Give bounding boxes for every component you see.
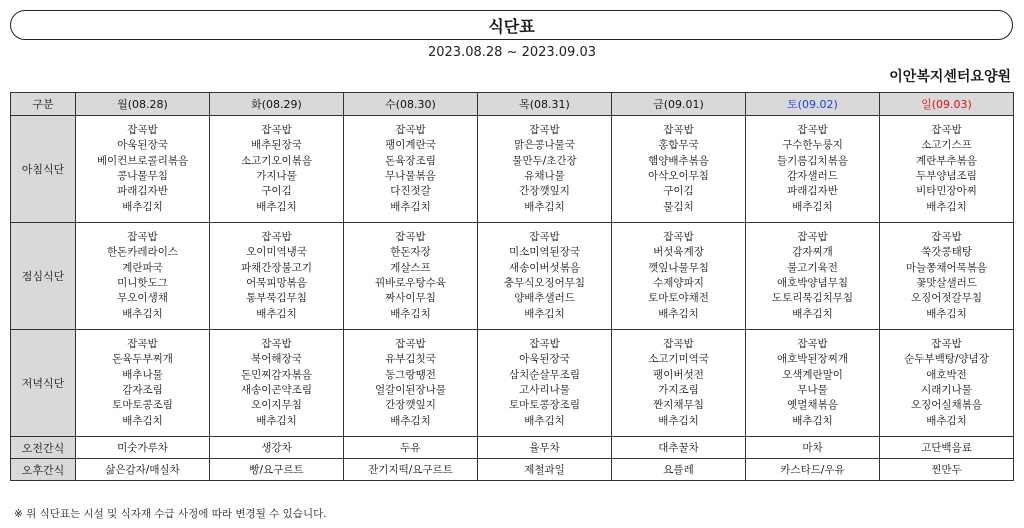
menu-item: 새송이곤약조림 (240, 384, 312, 396)
menu-item: 배추김치 (926, 414, 967, 427)
meal-cell (746, 116, 880, 223)
menu-item: 구이김 (663, 185, 694, 198)
meal-label: 저녁식단 (11, 330, 76, 437)
page-title: 식단표 (10, 10, 1013, 40)
menu-item: 잡곡밥 (663, 231, 694, 244)
menu-item: 배추김치 (658, 307, 699, 320)
date-range: 2023.08.28 ~ 2023.09.03 (427, 45, 597, 60)
menu-item: 오이지무침 (251, 399, 302, 412)
menu-item: 햄양배추볶음 (648, 154, 709, 167)
meal-cell (746, 223, 880, 330)
menu-item: 간장깻잎지 (519, 185, 570, 198)
menu-item: 잡곡밥 (663, 124, 694, 137)
menu-item: 홍합무국 (658, 139, 699, 152)
menu-item: 삼치순살무조림 (508, 368, 580, 381)
menu-item: 잡곡밥 (261, 231, 292, 244)
menu-item: 양배추샐러드 (514, 292, 575, 305)
menu-item: 얼갈이된장나물 (374, 384, 446, 396)
meal-row (11, 330, 1014, 437)
menu-item: 시래기나물 (921, 384, 972, 396)
menu-item: 감자샐러드 (787, 170, 838, 182)
menu-item: 게살스프 (390, 261, 431, 274)
menu-item: 배추김치 (792, 307, 833, 320)
menu-item: 무오이생채 (117, 292, 168, 305)
menu-item: 미소미역된장국 (508, 246, 580, 259)
day-header: 월(08.28) (76, 93, 210, 116)
menu-item: 토마토야채전 (648, 292, 709, 305)
menu-item: 아욱된장국 (519, 353, 570, 366)
snack-cell: 대추꿀차 (612, 437, 746, 459)
menu-item: 옛멸채볶음 (787, 399, 838, 412)
menu-item: 잡곡밥 (395, 124, 426, 137)
meal-cell (478, 330, 612, 437)
day-header: 금(09.01) (612, 93, 746, 116)
menu-item: 배추김치 (524, 200, 565, 213)
day-header: 화(08.29) (210, 93, 344, 116)
menu-item: 소고기미역국 (648, 353, 709, 366)
menu-item: 배추김치 (122, 414, 163, 427)
meal-row (11, 116, 1014, 223)
menu-item: 잡곡밥 (797, 338, 828, 351)
menu-item: 다진젓갈 (390, 185, 431, 198)
meal-cell (478, 223, 612, 330)
menu-item: 배추김치 (524, 414, 565, 427)
menu-item: 짠지채무침 (653, 399, 704, 412)
menu-item: 버섯육계장 (653, 246, 704, 259)
menu-item: 파래김자반 (117, 185, 168, 198)
menu-item: 돈육장조림 (385, 154, 436, 167)
menu-item: 순두부백탕/양념장 (904, 353, 989, 366)
menu-item: 배추김치 (390, 200, 431, 213)
menu-item: 소고기오이볶음 (240, 154, 312, 167)
menu-item: 미니핫도그 (117, 277, 168, 289)
snack-label: 오전간식 (11, 437, 76, 459)
menu-item: 들기름김치볶음 (776, 154, 848, 167)
menu-item: 잡곡밥 (663, 338, 694, 351)
menu-item: 잡곡밥 (395, 338, 426, 351)
menu-item: 콩나물무침 (117, 170, 168, 182)
menu-item: 배추김치 (390, 414, 431, 427)
menu-item: 무나물볶음 (385, 170, 436, 182)
snack-cell: 제철과일 (478, 459, 612, 481)
meal-cell (612, 116, 746, 223)
snack-cell: 빵/요구르트 (210, 459, 344, 481)
snack-cell: 미숫가루차 (76, 437, 210, 459)
menu-item: 무나물 (797, 384, 828, 396)
meal-cell (210, 116, 344, 223)
menu-item: 깻잎나물무침 (648, 261, 709, 274)
menu-item: 토마토콩장조림 (508, 399, 580, 412)
meal-cell (344, 330, 478, 437)
menu-item: 유부김칫국 (385, 353, 436, 366)
day-header: 목(08.31) (478, 93, 612, 116)
menu-item: 잡곡밥 (797, 231, 828, 244)
menu-item: 구수한누룽지 (782, 139, 843, 152)
corner-header: 구분 (11, 93, 76, 116)
snack-cell: 생강차 (210, 437, 344, 459)
menu-item: 감자조림 (122, 384, 163, 396)
menu-item: 계란파국 (122, 261, 163, 274)
menu-item: 간장깻잎지 (385, 399, 436, 412)
menu-item: 배추김치 (792, 414, 833, 427)
menu-item: 북어해장국 (251, 353, 302, 366)
meal-cell (612, 330, 746, 437)
menu-item: 짜사이무침 (385, 292, 436, 305)
meal-plan-table (10, 92, 1014, 481)
snack-cell: 고단백음료 (880, 437, 1014, 459)
snack-cell: 두유 (344, 437, 478, 459)
menu-item: 팽이계란국 (385, 139, 436, 152)
organization-name: 이안복지센터요양원 (889, 69, 1011, 85)
snack-cell: 카스타드/우유 (746, 459, 880, 481)
meal-cell (746, 330, 880, 437)
menu-item: 파채간장불고기 (240, 261, 312, 274)
menu-item: 감자찌개 (792, 246, 833, 259)
menu-item: 수제양파지 (653, 277, 704, 289)
meal-cell (344, 116, 478, 223)
footnote: ※ 위 식단표는 시설 및 식자재 수급 사정에 따라 변경될 수 있습니다. (14, 508, 327, 520)
day-header: 수(08.30) (344, 93, 478, 116)
menu-item: 잡곡밥 (127, 231, 158, 244)
menu-item: 배추김치 (256, 307, 297, 320)
menu-item: 잡곡밥 (529, 124, 560, 137)
meal-row (11, 223, 1014, 330)
menu-item: 팽이버섯전 (653, 368, 704, 381)
menu-item: 잡곡밥 (261, 338, 292, 351)
menu-item: 소고기스프 (921, 139, 972, 152)
menu-item: 고사리나물 (519, 384, 570, 396)
menu-item: 한돈자장 (390, 246, 431, 259)
meal-cell (210, 330, 344, 437)
menu-item: 가지나물 (256, 170, 297, 182)
menu-item: 잡곡밥 (127, 338, 158, 351)
snack-label: 오후간식 (11, 459, 76, 481)
menu-item: 배추김치 (792, 200, 833, 213)
menu-item: 배추김치 (122, 307, 163, 320)
menu-item: 잡곡밥 (529, 231, 560, 244)
menu-item: 새송이버섯볶음 (508, 261, 580, 274)
menu-item: 충무식오징어무침 (503, 277, 586, 289)
menu-item: 마늘쫑채어묵볶음 (905, 261, 988, 274)
menu-item: 잡곡밥 (261, 124, 292, 137)
menu-item: 배추김치 (256, 200, 297, 213)
menu-item: 배추김치 (256, 414, 297, 427)
menu-item: 통부묵김무침 (246, 292, 307, 305)
menu-item: 돈육두부찌개 (112, 353, 173, 366)
menu-item: 물만두/초간장 (512, 154, 577, 167)
snack-cell: 삶은감자/매실차 (76, 459, 210, 481)
menu-item: 잡곡밥 (931, 338, 962, 351)
meal-cell (880, 223, 1014, 330)
menu-item: 꽃맛살샐러드 (916, 277, 977, 289)
day-header: 일(09.03) (880, 93, 1014, 116)
menu-item: 잡곡밥 (797, 124, 828, 137)
menu-item: 쑥갓콩태탕 (921, 246, 972, 259)
snack-cell: 율무차 (478, 437, 612, 459)
header-row (11, 93, 1014, 116)
menu-item: 오이미역냉국 (246, 246, 307, 259)
menu-item: 배추김치 (122, 200, 163, 213)
meal-cell (210, 223, 344, 330)
snack-cell: 찐만두 (880, 459, 1014, 481)
menu-item: 배추된장국 (251, 139, 302, 152)
menu-item: 두부양념조림 (916, 170, 977, 182)
menu-item: 잡곡밥 (931, 124, 962, 137)
menu-item: 불고기육전 (787, 261, 838, 274)
menu-item: 돈민찌감자볶음 (240, 368, 312, 381)
menu-item: 동그랑땡전 (385, 368, 436, 381)
meal-cell (478, 116, 612, 223)
meal-label: 아침식단 (11, 116, 76, 223)
menu-item: 오징어실채볶음 (910, 399, 982, 412)
meal-cell (344, 223, 478, 330)
menu-item: 계란부추볶음 (916, 154, 977, 167)
meal-cell (76, 116, 210, 223)
meal-cell (880, 116, 1014, 223)
menu-item: 유채나물 (524, 170, 565, 182)
menu-item: 잡곡밥 (529, 338, 560, 351)
menu-item: 구이김 (261, 185, 292, 198)
menu-item: 애호박된장찌개 (776, 353, 848, 366)
menu-item: 배추김치 (658, 414, 699, 427)
menu-item: 아삭오이무침 (648, 170, 709, 182)
menu-item: 배추김치 (390, 307, 431, 320)
meal-cell (76, 330, 210, 437)
menu-item: 베이컨브로콜리볶음 (96, 154, 189, 167)
menu-item: 한돈카레라이스 (106, 246, 178, 259)
menu-item: 도토리묵김치무침 (771, 292, 854, 305)
menu-item: 비타민장아찌 (916, 185, 977, 198)
menu-item: 오색계란말이 (782, 368, 843, 381)
menu-item: 파래김자반 (787, 185, 838, 198)
menu-item: 꿔바로우탕수육 (374, 277, 446, 289)
menu-item: 가지조림 (658, 384, 699, 396)
menu-item: 토마토콩조림 (112, 399, 173, 412)
day-header: 토(09.02) (746, 93, 880, 116)
snack-cell: 잔기지떡/요구르트 (344, 459, 478, 481)
menu-item: 물김치 (663, 200, 694, 213)
meal-label: 점심식단 (11, 223, 76, 330)
menu-item: 애호박전 (926, 368, 967, 381)
menu-item: 맑은콩나물국 (514, 139, 575, 152)
menu-item: 잡곡밥 (395, 231, 426, 244)
menu-item: 배추김치 (926, 307, 967, 320)
meal-cell (612, 223, 746, 330)
menu-item: 잡곡밥 (931, 231, 962, 244)
snack-cell: 마차 (746, 437, 880, 459)
snack-row (11, 459, 1014, 481)
menu-item: 배추나물 (122, 368, 163, 381)
menu-item: 애호박양념무침 (776, 277, 848, 289)
menu-item: 배추김치 (524, 307, 565, 320)
menu-item: 아욱된장국 (117, 139, 168, 152)
menu-item: 오징어젓갈무침 (910, 292, 982, 305)
menu-item: 배추김치 (926, 200, 967, 213)
meal-cell (880, 330, 1014, 437)
meal-cell (76, 223, 210, 330)
snack-cell: 요플레 (612, 459, 746, 481)
snack-row (11, 437, 1014, 459)
menu-item: 잡곡밥 (127, 124, 158, 137)
menu-item: 어묵피망볶음 (246, 277, 307, 289)
